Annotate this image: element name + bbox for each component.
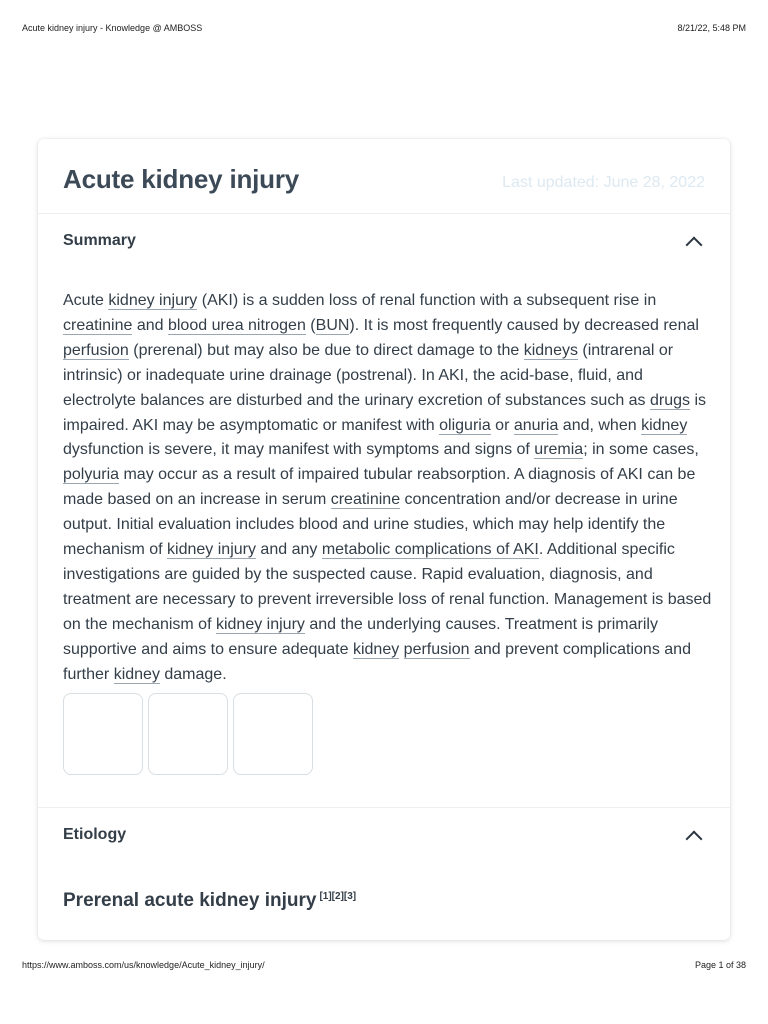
media-thumbnail[interactable] (233, 693, 313, 775)
glossary-link[interactable]: kidney (352, 640, 400, 658)
glossary-link[interactable]: kidneys (523, 341, 578, 359)
summary-text-segment: ( (305, 316, 316, 334)
print-footer-page: Page 1 of 38 (694, 960, 746, 970)
glossary-link[interactable]: BUN (315, 316, 350, 334)
glossary-link[interactable]: creatinine (330, 491, 401, 509)
section-divider (38, 807, 730, 808)
glossary-link[interactable]: oliguria (439, 416, 491, 434)
media-thumbnail[interactable] (148, 693, 228, 775)
prerenal-subheading (63, 890, 356, 912)
summary-text-segment: and (132, 316, 168, 334)
media-thumbnails (63, 693, 313, 775)
glossary-link[interactable]: perfusion (63, 341, 129, 359)
summary-text-segment: ; in some cases, (583, 441, 699, 459)
summary-text-segment: ). It is most frequently caused by decreased renal (349, 316, 699, 334)
glossary-link[interactable]: kidney injury (215, 615, 305, 633)
print-header-title: Acute kidney injury - Knowledge @ AMBOSS (22, 23, 203, 33)
summary-text-segment: Acute (63, 292, 109, 309)
summary-text-segment: is impaired. AKI may be asymptomatic or manifest with (63, 391, 707, 434)
glossary-link[interactable]: drugs (650, 391, 691, 409)
summary-text-segment: damage. (159, 665, 227, 683)
summary-text-segment: may occur as a result of impaired tubular reabsorption. A diagnosis of AKI can be made based on an increase in serum (63, 466, 696, 509)
summary-text-segment: (prerenal) but may also be due to direct damage to the (128, 341, 524, 359)
summary-text-segment (399, 641, 403, 658)
print-header-datetime: 8/21/22, 5:48 PM (677, 23, 746, 33)
summary-text-segment: and prevent complications and further (63, 640, 691, 683)
summary-text-segment: and, when (558, 416, 642, 434)
article-header (38, 139, 730, 214)
glossary-link[interactable]: polyuria (63, 466, 120, 484)
summary-text-segment: (intrarenal or intrinsic) or inadequate urine drainage (postrenal). In AKI, the acid-base, fluid, and electrolyte balances are disturbed and the urinary excretion of substances such as (63, 341, 674, 409)
summary-text-segment: dysfunction is severe, it may manifest with symptoms and signs of (63, 441, 535, 459)
summary-paragraph (63, 289, 713, 688)
summary-text-segment: . Additional specific investigations are guided by the suspected cause. Rapid evaluation, diagnosis, and treatment are necessary to prevent irreversible loss of renal function. Management is based on the mechanism of (63, 541, 712, 633)
summary-text-segment: concentration and/or decrease in urine output. Initial evaluation includes blood and urine studies, which may help identify the mechanism of (63, 491, 678, 559)
print-footer-url: https://www.amboss.com/us/knowledge/Acute_kidney_injury/ (22, 960, 265, 970)
summary-text-segment: (AKI) is a sudden loss of renal function with a subsequent rise in (197, 292, 657, 309)
summary-text-segment: and any (255, 541, 322, 559)
media-thumbnail[interactable] (63, 693, 143, 775)
glossary-link[interactable]: metabolic complications of AKI (321, 541, 539, 559)
last-updated-label: Last updated: June 28, 2022 (502, 174, 705, 191)
glossary-link[interactable]: kidney injury (167, 541, 256, 559)
glossary-link[interactable]: kidney (113, 665, 160, 683)
prerenal-subheading-text: Prerenal acute kidney injury (63, 890, 317, 911)
glossary-link[interactable]: creatinine (63, 316, 133, 334)
glossary-link[interactable]: kidney injury (108, 292, 198, 309)
print-header (22, 23, 746, 33)
page-title: Acute kidney injury (63, 164, 300, 194)
glossary-link[interactable]: perfusion (403, 640, 470, 658)
glossary-link[interactable]: anuria (513, 416, 559, 434)
glossary-link[interactable]: blood urea nitrogen (167, 316, 306, 334)
summary-text-segment: or (490, 416, 514, 434)
print-footer (22, 960, 746, 970)
summary-heading: Summary (63, 232, 136, 249)
chevron-up-icon[interactable] (686, 237, 703, 254)
article-card (38, 139, 730, 940)
glossary-link[interactable]: uremia (534, 441, 584, 459)
summary-text-segment: and the underlying causes. Treatment is primarily supportive and aims to ensure adequate (63, 615, 658, 658)
etiology-heading: Etiology (63, 826, 127, 843)
reference-links[interactable]: [1][2][3] (319, 891, 357, 902)
chevron-up-icon[interactable] (686, 831, 703, 848)
glossary-link[interactable]: kidney (641, 416, 688, 434)
